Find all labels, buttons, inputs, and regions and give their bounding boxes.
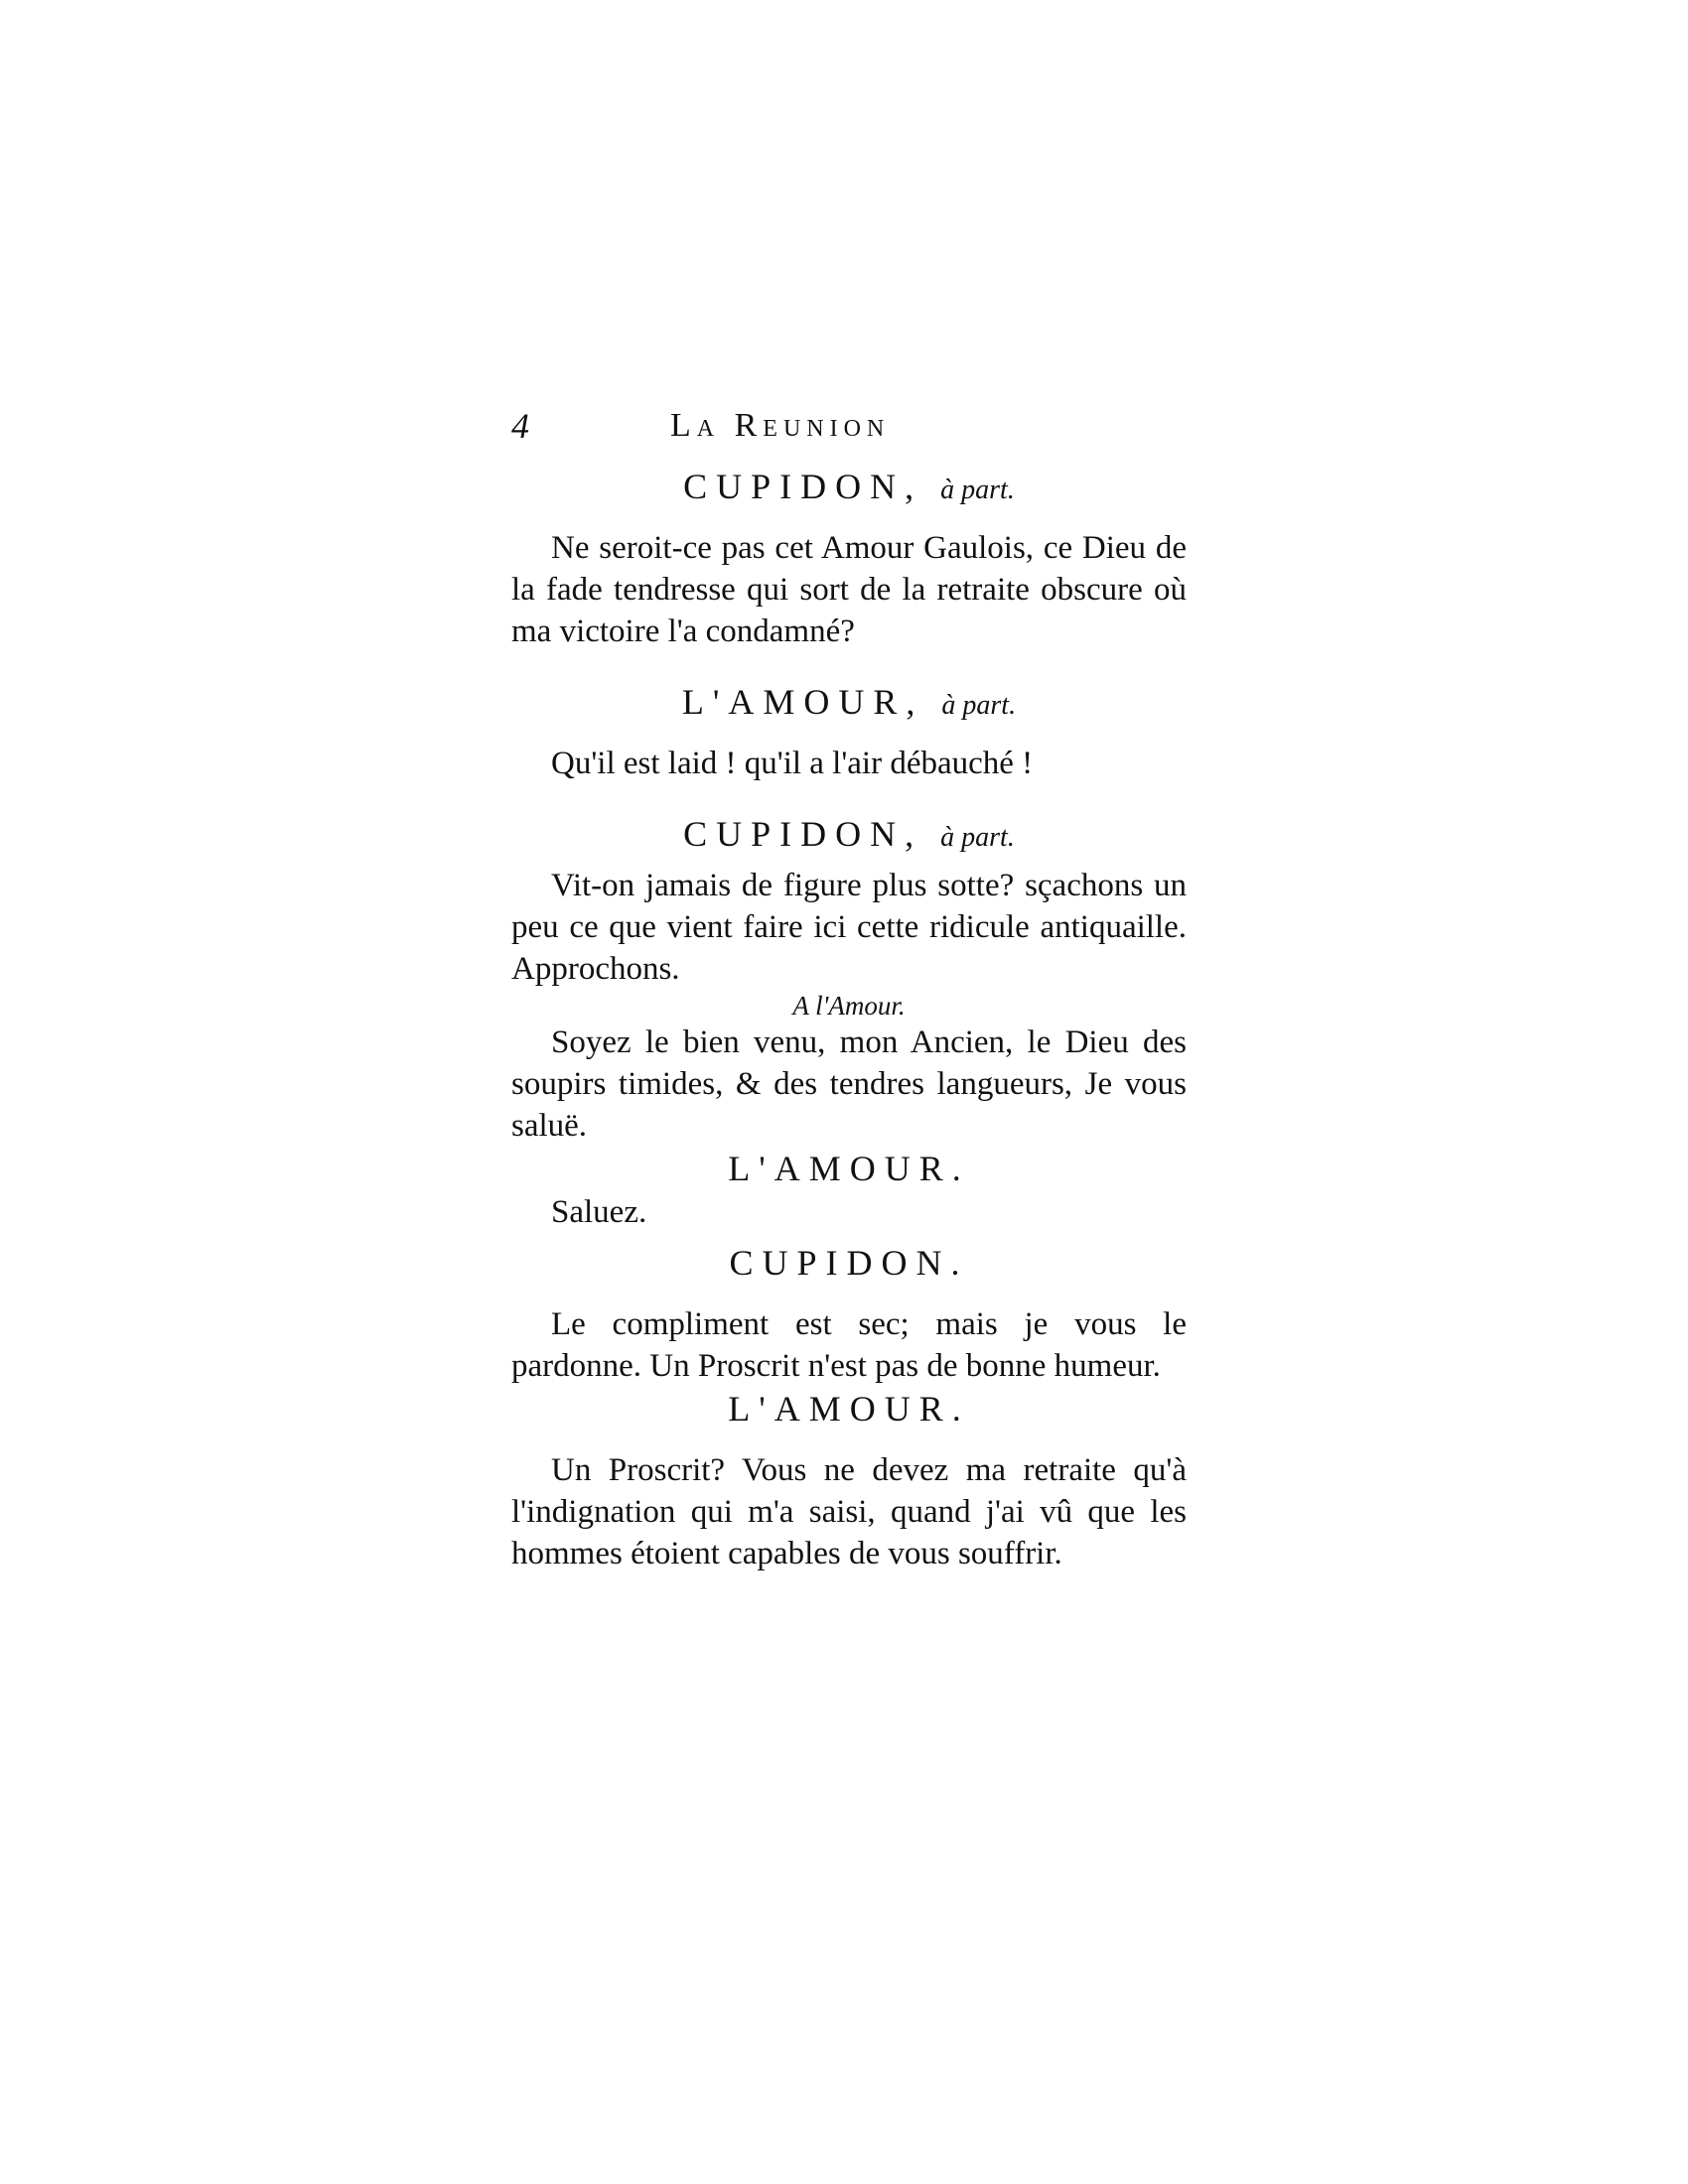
stage-aside: à part. xyxy=(940,475,1015,505)
speech-text: Soyez le bien venu, mon Ancien, le Dieu des soupirs timides, & des tendres langueurs, Je vous saluë. xyxy=(511,1024,1187,1145)
speech-text: Le compliment est sec; mais je vous le pardonne. Un Proscrit n'est pas de bonne humeur. xyxy=(511,1306,1187,1385)
speaker-name: L'AMOUR. xyxy=(728,1389,970,1430)
speaker-name: CUPIDON, xyxy=(683,467,923,506)
stage-aside: à part. xyxy=(940,822,1015,853)
stage-aside: à part. xyxy=(941,690,1017,721)
speaker-name: CUPIDON, xyxy=(683,814,923,854)
book-page xyxy=(511,405,1187,1574)
speaker-cupidon xyxy=(511,465,1187,509)
running-title: La Reunion xyxy=(670,407,891,444)
stage-direction: A l'Amour. xyxy=(792,991,906,1021)
speech-text: Saluez. xyxy=(551,1194,647,1231)
speech-text: Un Proscrit? Vous ne devez ma retraite qu'à l'indignation qui m'a saisi, quand j'ai vû que les hommes étoient capables de vous souffrir. xyxy=(511,1452,1187,1572)
page-number: 4 xyxy=(511,406,529,446)
speech-text: Ne seroit-ce pas cet Amour Gaulois, ce Dieu de la fade tendresse qui sort de la retraite obscure où ma victoire l'a condamné? xyxy=(511,530,1187,649)
speaker-amour xyxy=(511,1387,1187,1432)
speech-text: Vit-on jamais de figure plus sotte? sçachons un peu ce que vient faire ici cette ridicule antiquaille. Approchons. xyxy=(511,868,1187,987)
speech-text: Qu'il est laid ! qu'il a l'air débauché ! xyxy=(551,746,1034,781)
speaker-amour xyxy=(511,680,1187,725)
speaker-name: CUPIDON. xyxy=(729,1243,969,1284)
running-head xyxy=(511,405,1187,465)
speaker-name: L'AMOUR. xyxy=(728,1149,970,1189)
speaker-amour xyxy=(511,1147,1187,1191)
speaker-cupidon xyxy=(511,812,1187,857)
speaker-name: L'AMOUR, xyxy=(681,682,924,722)
speaker-cupidon xyxy=(511,1241,1187,1286)
